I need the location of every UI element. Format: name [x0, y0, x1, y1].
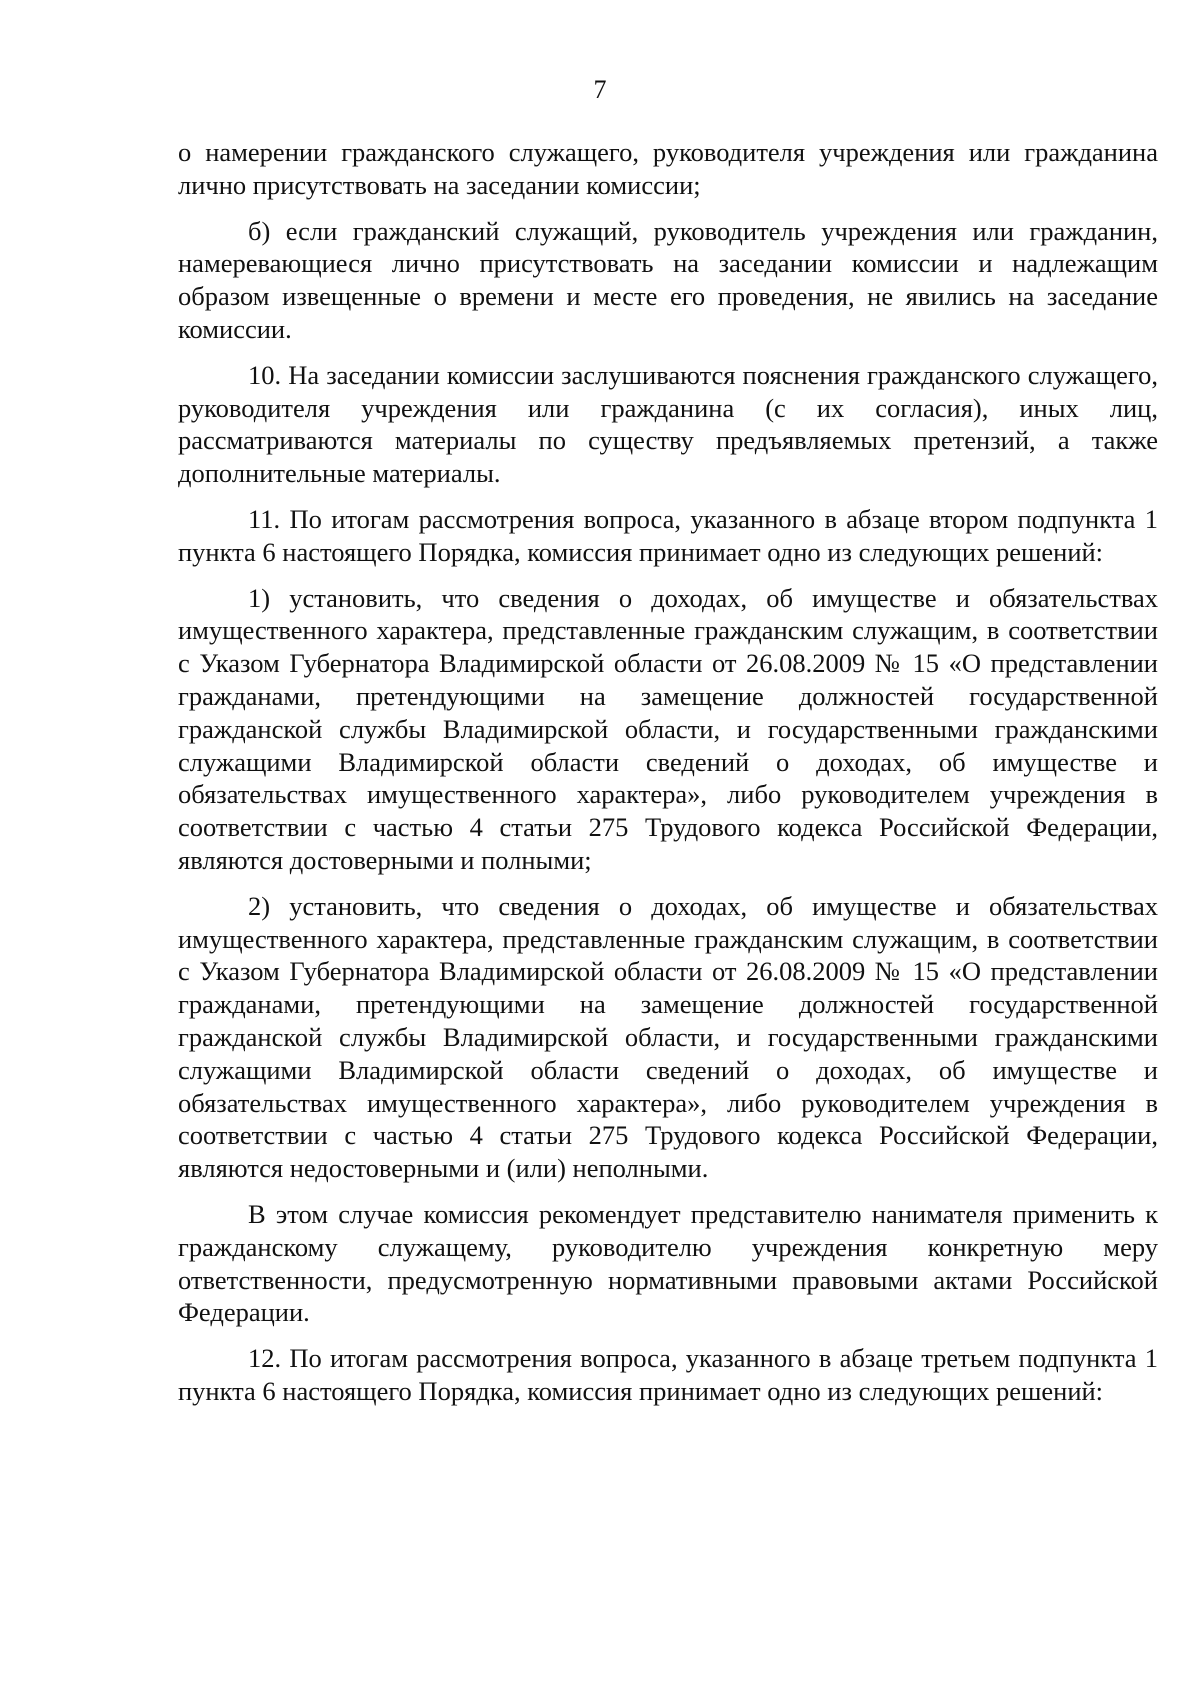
- paragraph-item-10: 10. На заседании комиссии заслушиваются пояснения гражданского служащего, руководителя учреждения или гражданина (с их согласия), иных лиц, рассматриваются материалы по существу предъявляемых претензий, а также дополнительные материалы.: [178, 359, 1158, 489]
- paragraph-recommendation: В этом случае комиссия рекомендует представителю нанимателя применить к гражданскому служащему, руководителю учреждения конкретную меру ответственности, предусмотренную нормативными правовыми актами Российской Федерации.: [178, 1198, 1158, 1328]
- paragraph-subitem-b: б) если гражданский служащий, руководитель учреждения или гражданин, намеревающиеся лично присутствовать на заседании комиссии и надлежащим образом извещенные о времени и месте его проведения, не явились на заседание комиссии.: [178, 215, 1158, 344]
- document-body: [178, 136, 1158, 1421]
- paragraph-item-11: 11. По итогам рассмотрения вопроса, указанного в абзаце втором подпункта 1 пункта 6 настоящего Порядка, комиссия принимает одно из следующих решений:: [178, 503, 1158, 567]
- paragraph-item-11-subitem-1: 1) установить, что сведения о доходах, об имуществе и обязательствах имущественного характера, представленные гражданским служащим, в соответствии с Указом Губернатора Владимирской области от 26.08.2009 № 15 «О представлении гражданами, претендующими на замещение должностей государственной гражданской службы Владимирской области, и государственными гражданскими служащими Владимирской области сведений о доходах, об имуществе и обязательствах имущественного характера», либо руководителем учреждения в соответствии с частью 4 статьи 275 Трудового кодекса Российской Федерации, являются достоверными и полными;: [178, 582, 1158, 875]
- paragraph-item-12: 12. По итогам рассмотрения вопроса, указанного в абзаце третьем подпункта 1 пункта 6 настоящего Порядка, комиссия принимает одно из следующих решений:: [178, 1343, 1158, 1406]
- page-number: 7: [593, 75, 607, 104]
- paragraph-item-11-subitem-2: 2) установить, что сведения о доходах, об имуществе и обязательствах имущественного характера, представленные гражданским служащим, в соответствии с Указом Губернатора Владимирской области от 26.08.2009 № 15 «О представлении гражданами, претендующими на замещение должностей государственной гражданской службы Владимирской области, и государственными гражданскими служащими Владимирской области сведений о доходах, об имуществе и обязательствах имущественного характера», либо руководителем учреждения в соответствии с частью 4 статьи 275 Трудового кодекса Российской Федерации, являются недостоверными и (или) неполными.: [178, 890, 1158, 1184]
- paragraph-continuation: о намерении гражданского служащего, руководителя учреждения или гражданина лично присутствовать на заседании комиссии;: [178, 137, 1158, 200]
